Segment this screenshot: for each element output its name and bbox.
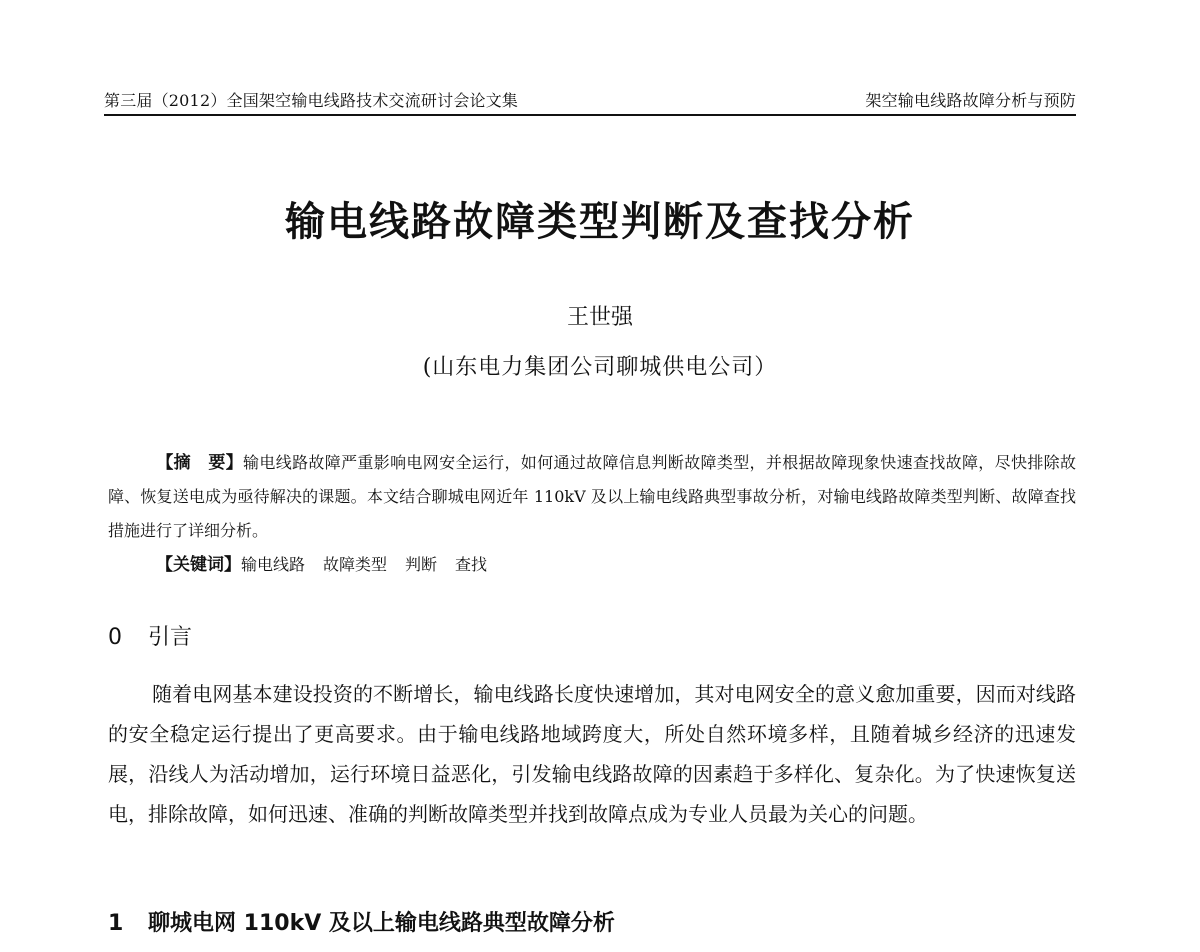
header-section-title: 架空输电线路故障分析与预防 <box>865 91 1076 110</box>
keyword: 查找 <box>455 555 488 574</box>
running-header <box>104 80 1076 116</box>
section-heading-fault-analysis <box>108 906 615 937</box>
section-heading-introduction <box>108 620 192 651</box>
keywords-label: 【关键词】 <box>156 555 241 575</box>
keyword: 故障类型 <box>323 555 388 574</box>
introduction-paragraph <box>108 674 1076 834</box>
keyword: 判断 <box>405 555 438 574</box>
section-number: 0 <box>108 625 122 650</box>
paper-title: 输电线路故障类型判断及查找分析 <box>285 199 915 245</box>
section-title: 聊城电网 110kV 及以上输电线路典型故障分析 <box>148 911 615 936</box>
introduction-text: 随着电网基本建设投资的不断增长，输电线路长度快速增加，其对电网安全的意义愈加重要，因而对线路的安全稳定运行提出了更高要求。由于输电线路地域跨度大，所处自然环境多样，且随着城乡经济的迅速发展，沿线人为活动增加，运行环境日益恶化，引发输电线路故障的因素趋于多样化、复杂化。为了快速恢复送电，排除故障，如何迅速、准确的判断故障类型并找到故障点成为专业人员最为关心的问题。 <box>108 682 1076 826</box>
author-name: 王世强 <box>566 305 633 330</box>
keyword: 输电线路 <box>241 555 306 574</box>
header-proceedings-title: 第三届（2012）全国架空输电线路技术交流研讨会论文集 <box>104 91 519 110</box>
abstract-label: 【摘 要】 <box>156 453 244 473</box>
abstract-text: 输电线路故障严重影响电网安全运行，如何通过故障信息判断故障类型，并根据故障现象快速查找故障，尽快排除故障、恢复送电成为亟待解决的课题。本文结合聊城电网近年 110kV 及以上输电线路典型事故分析，对输电线路故障类型判断、故障查找措施进行了详细分析。 <box>108 453 1076 540</box>
author-affiliation: (山东电力集团公司聊城供电公司） <box>422 355 778 380</box>
keywords <box>108 551 1076 579</box>
section-title: 引言 <box>148 625 193 650</box>
abstract <box>108 446 1076 548</box>
section-number: 1 <box>108 911 124 936</box>
